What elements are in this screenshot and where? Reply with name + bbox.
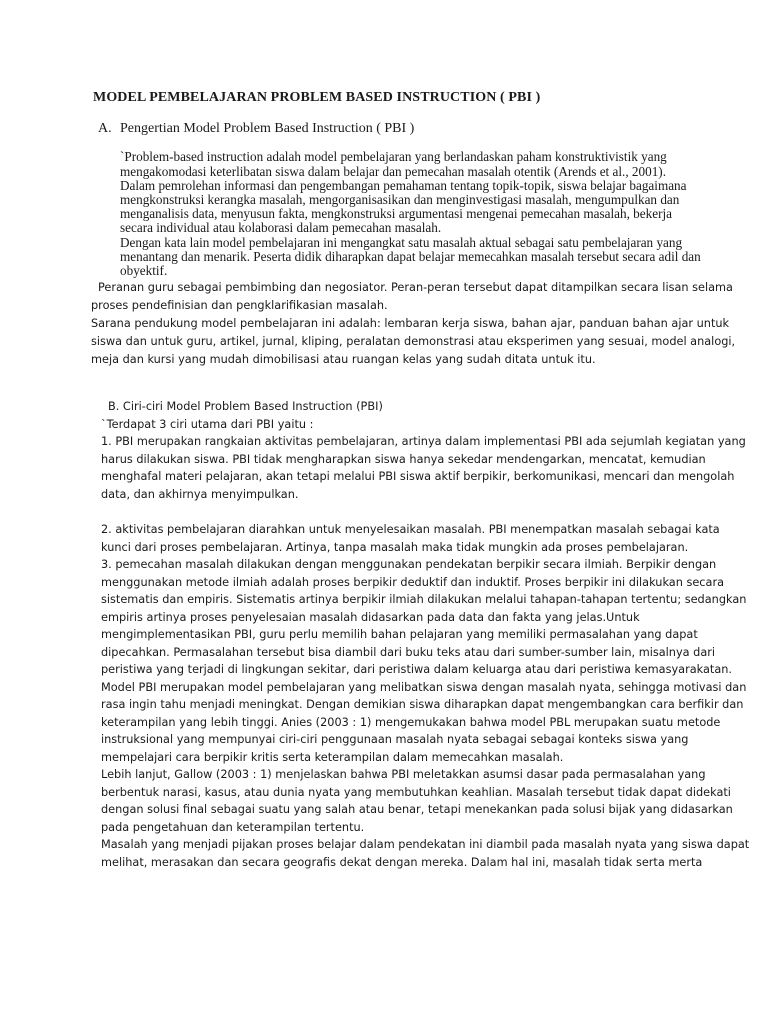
paragraph-line: kunci dari proses pembelajaran. Artinya, tanpa masalah maka tidak mungkin ada proses pembelajaran. [101, 541, 689, 554]
paragraph-line: melihat, merasakan dan secara geografis dekat dengan mereka. Dalam hal ini, masalah tidak serta merta [101, 856, 703, 869]
paragraph-line: `Problem-based instruction adalah model pembelajaran yang berlandaskan paham konstruktivistik yang [120, 149, 667, 164]
paragraph-line: mempelajari cara berpikir kritis serta keterampilan dalam memecahkan masalah. [101, 751, 564, 764]
paragraph-line: siswa dan untuk guru, artikel, jurnal, kliping, peralatan demonstrasi atau eksperimen yang sesuai, model analogi, [91, 335, 736, 348]
paragraph-line: 3. pemecahan masalah dilakukan dengan menggunakan pendekatan berpikir secara ilmiah. Berpikir dengan [101, 558, 717, 571]
paragraph-line: Sarana pendukung model pembelajaran ini adalah: lembaran kerja siswa, bahan ajar, panduan bahan ajar untuk [91, 317, 730, 330]
paragraph-line: menganalisis data, menyusun fakta, mengkonstruksi argumentasi mengenai pemecahan masalah, bekerja [120, 206, 672, 221]
list-item-line: 1. PBI merupakan rangkaian aktivitas pembelajaran, artinya dalam implementasi PBI ada sejumlah kegiatan yang [101, 435, 746, 448]
section-b-intro: `Terdapat 3 ciri utama dari PBI yaitu : [101, 418, 314, 431]
paragraph-line: sistematis dan empiris. Sistematis artinya berpikir ilmiah dilakukan melalui tahapan-tahapan tertentu; sedangkan [101, 593, 747, 606]
paragraph-line: Lebih lanjut, Gallow (2003 : 1) menjelaskan bahwa PBI meletakkan asumsi dasar pada permasalahan yang [101, 768, 706, 781]
paragraph-line: obyektif. [120, 263, 168, 278]
section-b-heading: B. Ciri-ciri Model Problem Based Instruction (PBI) [108, 400, 383, 413]
paragraph-line: mengimplementasikan PBI, guru perlu memilih bahan pelajaran yang memiliki permasalahan yang dapat [101, 628, 698, 641]
section-a-heading-text: Pengertian Model Problem Based Instruction ( PBI ) [120, 121, 415, 136]
paragraph-line: keterampilan yang lebih tinggi. Anies (2003 : 1) mengemukakan bahwa model PBL merupakan suatu metode [101, 716, 721, 729]
paragraph-line: proses pendefinisian dan pengklarifikasian masalah. [91, 299, 388, 312]
list-item-line: harus dilakukan siswa. PBI tidak mengharapkan siswa hanya sekedar mendengarkan, mencatat, kemudian [101, 453, 706, 466]
list-item-line: menghafal materi pelajaran, akan tetapi melalui PBI siswa aktif berpikir, berkomunikasi, mencari dan mengolah [101, 470, 735, 483]
paragraph-line: meja dan kursi yang mudah dimobilisasi atau ruangan kelas yang sudah ditata untuk itu. [91, 353, 596, 366]
list-item-line: data, dan akhirnya menyimpulkan. [101, 488, 299, 501]
paragraph-line: mengkonstruksi kerangka masalah, mengorganisasikan dan menginvestigasi masalah, mengumpulkan dan [120, 192, 680, 207]
paragraph-line: menantang dan menarik. Peserta didik diharapkan dapat belajar memecahkan masalah tersebut secara adil dan [120, 249, 701, 264]
section-a-heading [98, 121, 414, 137]
paragraph-line: Peranan guru sebagai pembimbing dan negosiator. Peran-peran tersebut dapat ditampilkan secara lisan selama [98, 281, 733, 294]
paragraph-line: menggunakan metode ilmiah adalah proses berpikir deduktif dan induktif. Proses berpikir ini dilakukan secara [101, 576, 725, 589]
paragraph-line: Model PBI merupakan model pembelajaran yang melibatkan siswa dengan masalah nyata, sehingga motivasi dan [101, 681, 747, 694]
paragraph-line: instruksional yang mempunyai ciri-ciri penggunaan masalah nyata sebagai sebagai konteks siswa yang [101, 733, 689, 746]
paragraph-line: Dengan kata lain model pembelajaran ini mengangkat satu masalah aktual sebagai satu pembelajaran yang [120, 235, 683, 250]
paragraph-line: secara individual atau kolaborasi dalam pemecahan masalah. [120, 220, 442, 235]
paragraph-line: pada pengetahuan dan keterampilan tertentu. [101, 821, 365, 834]
document-title: MODEL PEMBELAJARAN PROBLEM BASED INSTRUCTION ( PBI ) [93, 90, 541, 105]
paragraph-line: dengan solusi final sebagai suatu yang salah atau benar, tetapi menekankan pada solusi bijak yang didasarkan [101, 803, 733, 816]
paragraph-line: peristiwa yang terjadi di lingkungan sekitar, dari peristiwa dalam keluarga atau dari peristiwa kemasyarakatan. [101, 663, 733, 676]
paragraph-line: 2. aktivitas pembelajaran diarahkan untuk menyelesaikan masalah. PBI menempatkan masalah sebagai kata [101, 523, 720, 536]
paragraph-line: Masalah yang menjadi pijakan proses belajar dalam pendekatan ini diambil pada masalah nyata yang siswa dapat [101, 838, 750, 851]
paragraph-line: empiris artinya proses penyelesaian masalah didasarkan pada data dan fakta yang jelas.Untuk [101, 611, 640, 624]
paragraph-line: mengakomodasi keterlibatan siswa dalam belajar dan pemecahan masalah otentik (Arends et al., 2001). [120, 164, 666, 179]
paragraph-line: dipecahkan. Permasalahan tersebut bisa diambil dari buku teks atau dari sumber-sumber lain, misalnya dari [101, 646, 716, 659]
paragraph-line: berbentuk narasi, kasus, atau dunia nyata yang membutuhkan keahlian. Masalah tersebut tidak dapat didekati [101, 786, 731, 799]
section-a-label: A. [98, 121, 112, 136]
paragraph-line: Dalam pemrolehan informasi dan pengembangan pemahaman tentang topik-topik, siswa belajar bagaimana [120, 178, 687, 193]
paragraph-line: rasa ingin tahu menjadi meningkat. Dengan demikian siswa diharapkan dapat mengembangkan cara berfikir dan [101, 698, 744, 711]
